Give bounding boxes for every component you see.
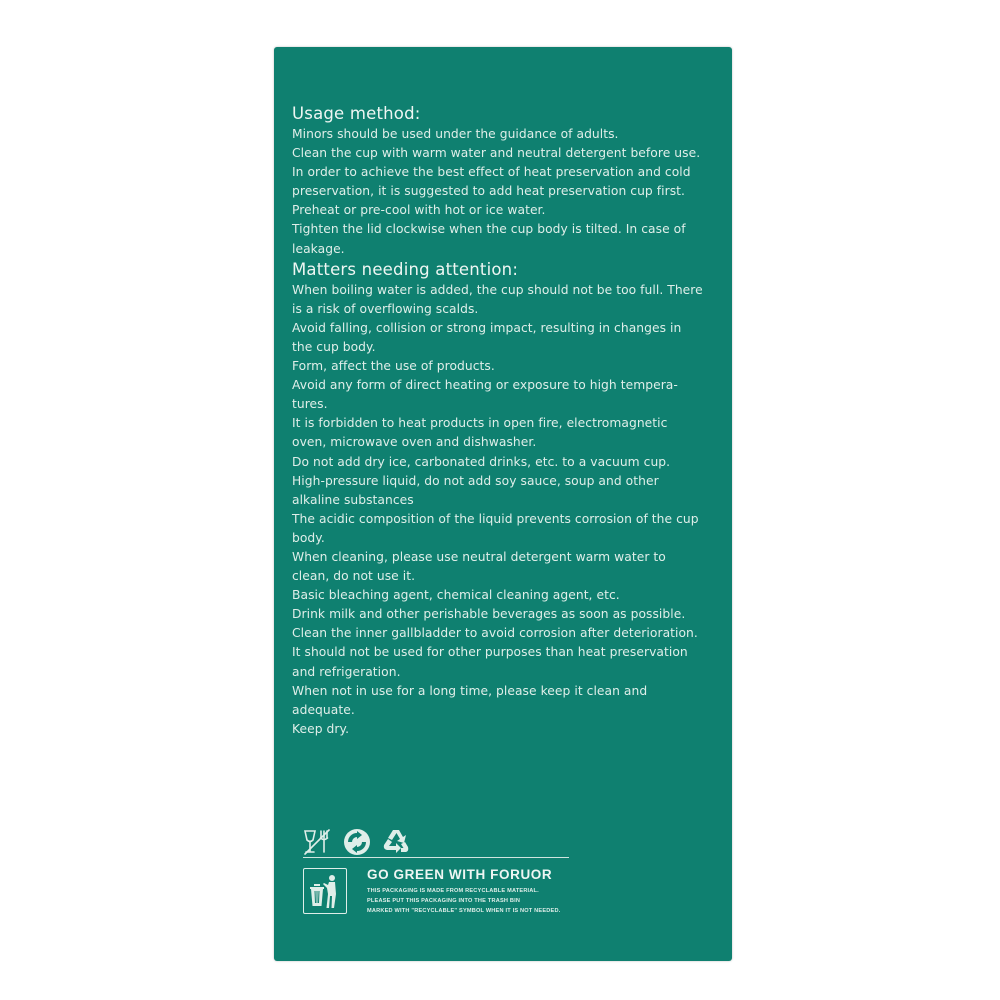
attention-line: Avoid falling, collision or strong impact, resulting in changes in — [292, 320, 682, 335]
instructions-text — [292, 103, 722, 739]
package-panel — [274, 47, 732, 961]
attention-line: The acidic composition of the liquid prevents corrosion of the cup — [292, 511, 699, 526]
usage-line: In order to achieve the best effect of heat preservation and cold — [292, 165, 691, 180]
recycle-note-line: MARKED WITH "RECYCLABLE" SYMBOL WHEN IT IS NOT NEEDED. — [367, 908, 561, 914]
attention-line: alkaline substances — [292, 492, 414, 507]
usage-heading: Usage method: — [292, 104, 421, 123]
attention-line: When cleaning, please use neutral detergent warm water to — [292, 549, 666, 564]
attention-lines — [292, 281, 722, 739]
recycle-icon — [381, 828, 411, 856]
trash-bin-box — [303, 868, 347, 914]
attention-line: When not in use for a long time, please keep it clean and — [292, 683, 648, 698]
attention-line: Clean the inner gallbladder to avoid corrosion after deterioration. — [292, 626, 698, 641]
attention-line: and refrigeration. — [292, 664, 401, 679]
food-safe-icon — [303, 829, 333, 855]
attention-line: clean, do not use it. — [292, 569, 416, 584]
material-icons-row — [303, 825, 423, 859]
attention-line: When boiling water is added, the cup should not be too full. There — [292, 282, 703, 297]
attention-line: High-pressure liquid, do not add soy sauce, soup and other — [292, 473, 659, 488]
recycle-note-line: THIS PACKAGING IS MADE FROM RECYCLABLE MATERIAL. — [367, 888, 539, 894]
attention-line: Keep dry. — [292, 721, 350, 736]
attention-line: Drink milk and other perishable beverages as soon as possible. — [292, 607, 686, 622]
usage-line: leakage. — [292, 241, 345, 256]
attention-line: Do not add dry ice, carbonated drinks, etc. to a vacuum cup. — [292, 454, 671, 469]
footer-divider — [303, 857, 569, 858]
recycle-note-line: PLEASE PUT THIS PACKAGING INTO THE TRASH BIN — [367, 898, 521, 904]
green-dot-icon — [343, 828, 371, 856]
usage-line: Tighten the lid clockwise when the cup body is tilted. In case of — [292, 222, 686, 237]
usage-line: preservation, it is suggested to add heat preservation cup first. — [292, 184, 685, 199]
attention-heading: Matters needing attention: — [292, 259, 519, 279]
attention-line: It should not be used for other purposes than heat preservation — [292, 645, 688, 660]
brand-slogan: GO GREEN WITH FORUOR — [367, 867, 553, 882]
attention-line: Form, affect the use of products. — [292, 359, 495, 374]
attention-line: tures. — [292, 397, 328, 412]
attention-line: Basic bleaching agent, chemical cleaning agent, etc. — [292, 588, 620, 603]
attention-line: Avoid any form of direct heating or exposure to high tempera- — [292, 378, 678, 393]
usage-line: Preheat or pre-cool with hot or ice water. — [292, 203, 546, 218]
attention-line: oven, microwave oven and dishwasher. — [292, 435, 537, 450]
usage-line: Clean the cup with warm water and neutral detergent before use. — [292, 146, 701, 161]
attention-line: adequate. — [292, 702, 355, 717]
usage-lines — [292, 125, 722, 259]
attention-line: body. — [292, 530, 325, 545]
attention-line: the cup body. — [292, 339, 376, 354]
usage-line: Minors should be used under the guidance of adults. — [292, 127, 619, 141]
attention-line: is a risk of overflowing scalds. — [292, 301, 479, 316]
attention-line: It is forbidden to heat products in open fire, electromagnetic — [292, 416, 668, 431]
